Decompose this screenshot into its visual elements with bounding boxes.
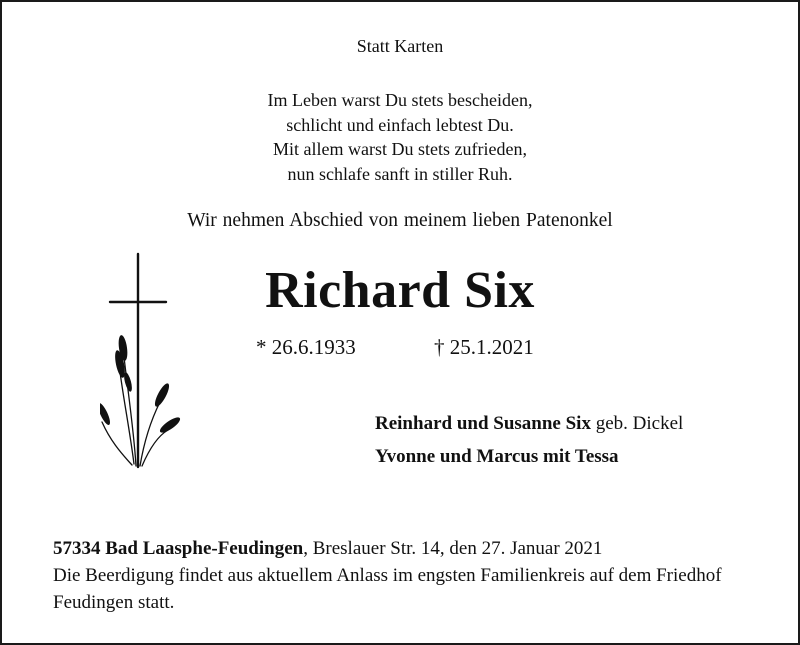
mourner-line: [375, 440, 683, 473]
farewell-text: Wir nehmen Abschied von meinem lieben Patenonkel: [187, 210, 613, 231]
birth-date: * 26.6.1933: [256, 335, 356, 359]
header-text: Statt Karten: [356, 36, 444, 56]
poem-line: Im Leben warst Du stets bescheiden,: [267, 90, 533, 110]
mourner-suffix: geb. Dickel: [590, 413, 684, 434]
address-town: 57334 Bad Laasphe-Feudingen: [53, 538, 304, 559]
mourner-name: Reinhard und Susanne Six: [375, 413, 591, 434]
funeral-note: Die Beerdigung findet aus aktuellem Anlass im engsten Familienkreis auf dem Friedhof Feudingen statt.: [53, 565, 722, 613]
address-details: , Breslauer Str. 14, den 27. Januar 2021: [303, 538, 603, 559]
deceased-name: Richard Six: [265, 262, 535, 319]
address-line: [53, 535, 753, 562]
mourner-line: [375, 407, 683, 440]
poem: [2, 88, 798, 186]
footer: [53, 535, 753, 616]
poem-line: nun schlafe sanft in stiller Ruh.: [287, 163, 513, 184]
poem-line: schlicht und einfach lebtest Du.: [286, 114, 514, 135]
mourners-list: [375, 407, 683, 473]
death-date: † 25.1.2021: [434, 335, 534, 359]
mourner-name: Yvonne und Marcus mit Tessa: [375, 446, 619, 467]
poem-line: Mit allem warst Du stets zufrieden,: [273, 139, 527, 159]
